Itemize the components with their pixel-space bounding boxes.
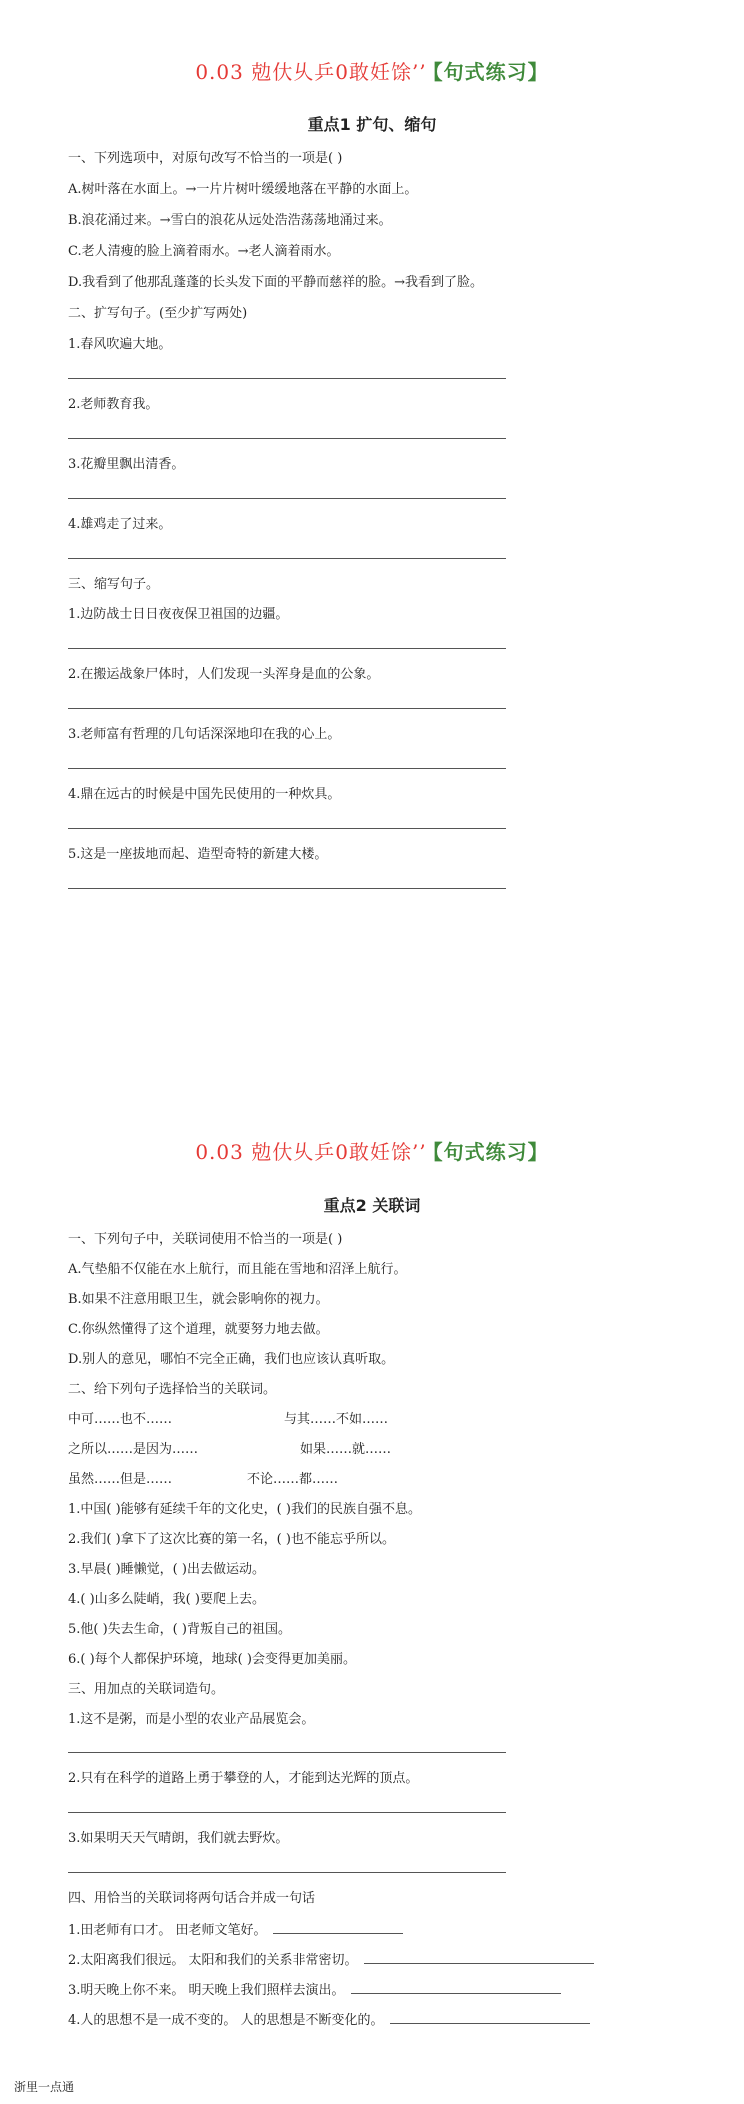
section-title: 重点1 扩句、缩句 <box>307 115 437 134</box>
answer-line[interactable] <box>68 438 506 439</box>
answer-line[interactable] <box>68 558 506 559</box>
option-a: A.气垫船不仅能在水上航行，而且能在雪地和沼泽上航行。 <box>68 1262 407 1277</box>
item-text: 2.太阳离我们很远。 太阳和我们的关系非常密切。 <box>68 1953 358 1968</box>
question-title: 三、缩写句子。 <box>68 577 160 592</box>
list-item: 3.如果明天天气晴朗，我们就去野炊。 <box>68 1831 289 1846</box>
list-item: 2.在搬运战象尸体时，人们发现一头浑身是血的公象。 <box>68 667 380 682</box>
list-item <box>68 1980 561 2000</box>
list-item: 2.只有在科学的道路上勇于攀登的人，才能到达光辉的顶点。 <box>68 1771 419 1786</box>
header-tag: 【句式练习】 <box>432 1140 549 1164</box>
page-header <box>0 56 744 85</box>
option-b: B.浪花涌过来。→雪白的浪花从远处浩浩荡荡地涌过来。 <box>68 213 392 228</box>
fill-item: 1.中国( )能够有延续千年的文化史，( )我们的民族自强不息。 <box>68 1502 421 1517</box>
option-a: A.树叶落在水面上。→一片片树叶缓缓地落在平静的水面上。 <box>68 182 418 197</box>
section-title: 重点2 关联词 <box>323 1196 421 1215</box>
answer-line[interactable] <box>68 828 506 829</box>
conjunction-pair: 与其……不如…… <box>284 1412 389 1427</box>
list-item: 4.雄鸡走了过来。 <box>68 517 172 532</box>
list-item <box>68 1950 594 1970</box>
answer-line[interactable] <box>68 768 506 769</box>
answer-blank[interactable] <box>364 1950 594 1964</box>
item-text: 4.人的思想不是一成不变的。 人的思想是不断变化的。 <box>68 2013 384 2028</box>
header-title: 0.03 勊㐲乆乒0敢妊馀’’ <box>195 60 427 84</box>
item-text: 3.明天晚上你不来。 明天晚上我们照样去演出。 <box>68 1983 345 1998</box>
list-item <box>68 1920 403 1940</box>
answer-line[interactable] <box>68 888 506 889</box>
question-title: 一、下列句子中，关联词使用不恰当的一项是( ) <box>68 1232 343 1247</box>
question-title: 三、用加点的关联词造句。 <box>68 1682 225 1697</box>
answer-line[interactable] <box>68 648 506 649</box>
fill-item: 3.早晨( )睡懒觉，( )出去做运动。 <box>68 1562 265 1577</box>
question-title: 二、扩写句子。(至少扩写两处) <box>68 306 248 321</box>
answer-line[interactable] <box>68 378 506 379</box>
footer-text: 浙里一点通 <box>14 2080 75 2094</box>
answer-line[interactable] <box>68 708 506 709</box>
item-text: 1.田老师有口才。 田老师文笔好。 <box>68 1923 267 1938</box>
list-item: 1.这不是粥，而是小型的农业产品展览会。 <box>68 1712 315 1727</box>
question-title: 一、下列选项中，对原句改写不恰当的一项是( ) <box>68 151 343 166</box>
list-item: 1.春风吹遍大地。 <box>68 337 172 352</box>
option-d: D.我看到了他那乱蓬蓬的长头发下面的平静而慈祥的脸。→我看到了脸。 <box>68 275 483 290</box>
option-d: D.别人的意见，哪怕不完全正确，我们也应该认真听取。 <box>68 1352 395 1367</box>
conjunction-pair: 如果……就…… <box>300 1442 392 1457</box>
conjunction-pair: 之所以……是因为…… <box>68 1442 199 1457</box>
list-item: 3.花瓣里飘出清香。 <box>68 457 185 472</box>
list-item: 4.鼎在远古的时候是中国先民使用的一种炊具。 <box>68 787 341 802</box>
conjunction-pair: 中可……也不…… <box>68 1412 173 1427</box>
list-item: 1.边防战士日日夜夜保卫祖国的边疆。 <box>68 607 289 622</box>
answer-line[interactable] <box>68 1812 506 1813</box>
option-c: C.老人清瘦的脸上滴着雨水。→老人滴着雨水。 <box>68 244 340 259</box>
option-c: C.你纵然懂得了这个道理，就要努力地去做。 <box>68 1322 329 1337</box>
fill-item: 6.( )每个人都保护环境，地球( )会变得更加美丽。 <box>68 1652 356 1667</box>
list-item: 5.这是一座拔地而起、造型奇特的新建大楼。 <box>68 847 328 862</box>
conjunction-pair: 不论……都…… <box>247 1472 339 1487</box>
fill-item: 5.他( )失去生命，( )背叛自己的祖国。 <box>68 1622 291 1637</box>
list-item: 2.老师教育我。 <box>68 397 159 412</box>
answer-line[interactable] <box>68 498 506 499</box>
question-title: 四、用恰当的关联词将两句话合并成一句话 <box>68 1891 316 1906</box>
list-item <box>68 2010 590 2030</box>
conjunction-pair: 虽然……但是…… <box>68 1472 173 1487</box>
question-title: 二、给下列句子选择恰当的关联词。 <box>68 1382 277 1397</box>
option-b: B.如果不注意用眼卫生，就会影响你的视力。 <box>68 1292 329 1307</box>
page-header <box>0 1136 744 1165</box>
list-item: 3.老师富有哲理的几句话深深地印在我的心上。 <box>68 727 341 742</box>
fill-item: 4.( )山多么陡峭，我( )要爬上去。 <box>68 1592 265 1607</box>
answer-blank[interactable] <box>273 1920 403 1934</box>
answer-line[interactable] <box>68 1872 506 1873</box>
answer-blank[interactable] <box>390 2010 590 2024</box>
header-tag: 【句式练习】 <box>432 60 549 84</box>
answer-blank[interactable] <box>351 1980 561 1994</box>
answer-line[interactable] <box>68 1752 506 1753</box>
fill-item: 2.我们( )拿下了这次比赛的第一名，( )也不能忘乎所以。 <box>68 1532 395 1547</box>
header-title: 0.03 勊㐲乆乒0敢妊馀’’ <box>195 1140 427 1164</box>
